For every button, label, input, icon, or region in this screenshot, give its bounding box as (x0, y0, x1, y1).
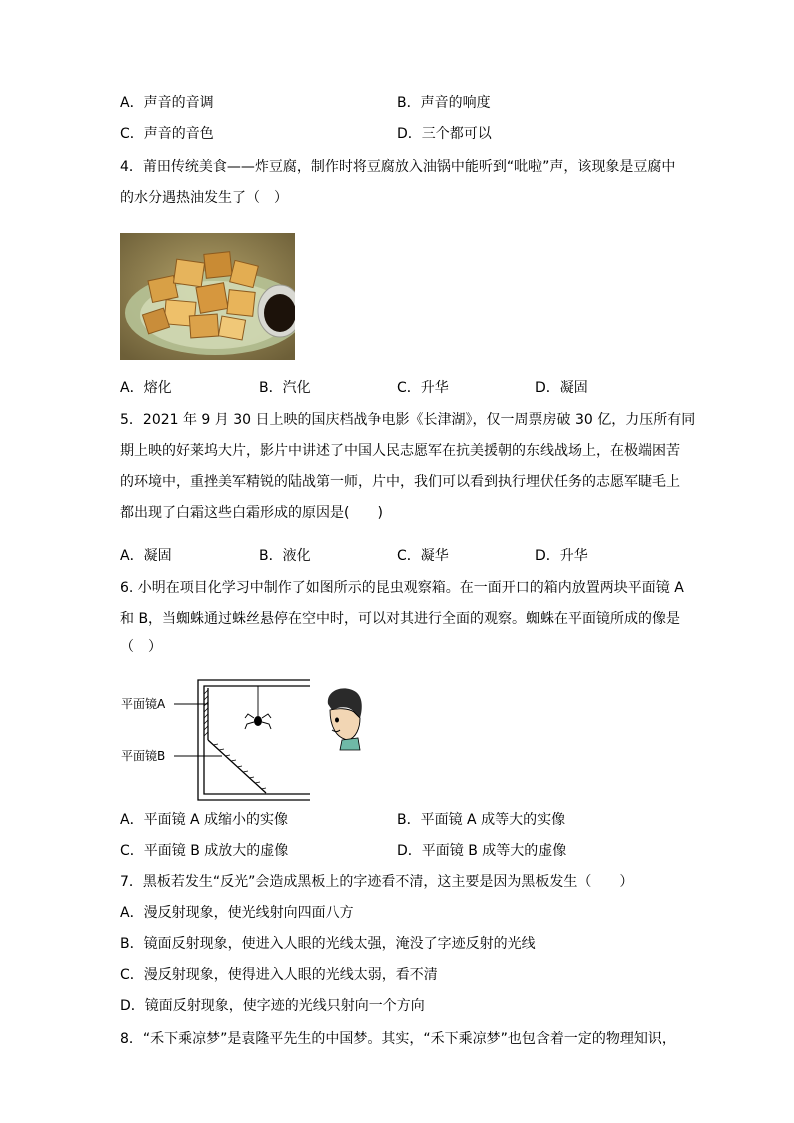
q5-stem-line4: 都出现了白霜这些白霜形成的原因是( ) (120, 505, 383, 521)
mirror-b-label: 平面镜B (121, 749, 166, 763)
q7-option-d: D．镜面反射现象，使字迹的光线只射向一个方向 (120, 998, 425, 1014)
q6-option-c: C．平面镜 B 成放大的虚像 (120, 843, 289, 859)
q4-option-c: C．升华 (397, 380, 449, 396)
q6-option-a: A．平面镜 A 成缩小的实像 (120, 812, 289, 828)
q3-option-d: D．三个都可以 (397, 126, 492, 142)
q6-option-d: D．平面镜 B 成等大的虚像 (397, 843, 567, 859)
q6-option-b: B．平面镜 A 成等大的实像 (397, 812, 566, 828)
q6-stem-line1: 6. 小明在项目化学习中制作了如图所示的昆虫观察箱。在一面开口的箱内放置两块平面镜 A (120, 580, 684, 596)
q5-stem-line1: 5．2021 年 9 月 30 日上映的国庆档战争电影《长津湖》，仅一周票房破 30 亿，力压所有同 (120, 412, 696, 428)
fried-tofu-photo (120, 233, 295, 360)
q7-stem-line1: 7．黑板若发生“反光”会造成黑板上的字迹看不清，这主要是因为黑板发生（ ） (120, 874, 634, 890)
insect-box-diagram (118, 672, 378, 802)
q6-stem-line3: （ ） (120, 639, 162, 655)
q5-option-d: D．升华 (535, 548, 588, 564)
q6-stem-line2: 和 B，当蜘蛛通过蛛丝悬停在空中时，可以对其进行全面的观察。蜘蛛在平面镜所成的像是 (120, 611, 681, 627)
q3-option-a: A．声音的音调 (120, 95, 214, 111)
boy-observer-icon (326, 688, 363, 752)
mirror-a-label: 平面镜A (121, 697, 166, 711)
q8-stem-line1: 8．“禾下乘凉梦”是袁隆平先生的中国梦。其实，“禾下乘凉梦”也包含着一定的物理知识， (120, 1031, 676, 1047)
q5-option-a: A．凝固 (120, 548, 172, 564)
q4-stem-line1: 4．莆田传统美食——炸豆腐，制作时将豆腐放入油锅中能听到“吡啦”声，该现象是豆腐中 (120, 159, 676, 175)
q5-stem-line2: 期上映的好莱坞大片，影片中讲述了中国人民志愿军在抗美援朝的东线战场上，在极端困苦 (120, 443, 680, 459)
q5-stem-line3: 的环境中，重挫美军精锐的陆战第一师，片中，我们可以看到执行埋伏任务的志愿军睫毛上 (120, 474, 680, 490)
q4-option-d: D．凝固 (535, 380, 588, 396)
q5-option-b: B．液化 (259, 548, 311, 564)
q4-option-b: B．汽化 (259, 380, 311, 396)
q3-option-c: C．声音的音色 (120, 126, 214, 142)
q7-option-c: C．漫反射现象，使得进入人眼的光线太弱，看不清 (120, 967, 438, 983)
q7-option-b: B．镜面反射现象，使进入人眼的光线太强，淹没了字迹反射的光线 (120, 936, 536, 952)
q4-option-a: A．熔化 (120, 380, 172, 396)
q4-stem-line2: 的水分遇热油发生了（ ） (120, 190, 288, 206)
q5-option-c: C．凝华 (397, 548, 449, 564)
spider-icon (245, 714, 271, 729)
q3-option-b: B．声音的响度 (397, 95, 491, 111)
q7-option-a: A．漫反射现象，使光线射向四面八方 (120, 905, 354, 921)
